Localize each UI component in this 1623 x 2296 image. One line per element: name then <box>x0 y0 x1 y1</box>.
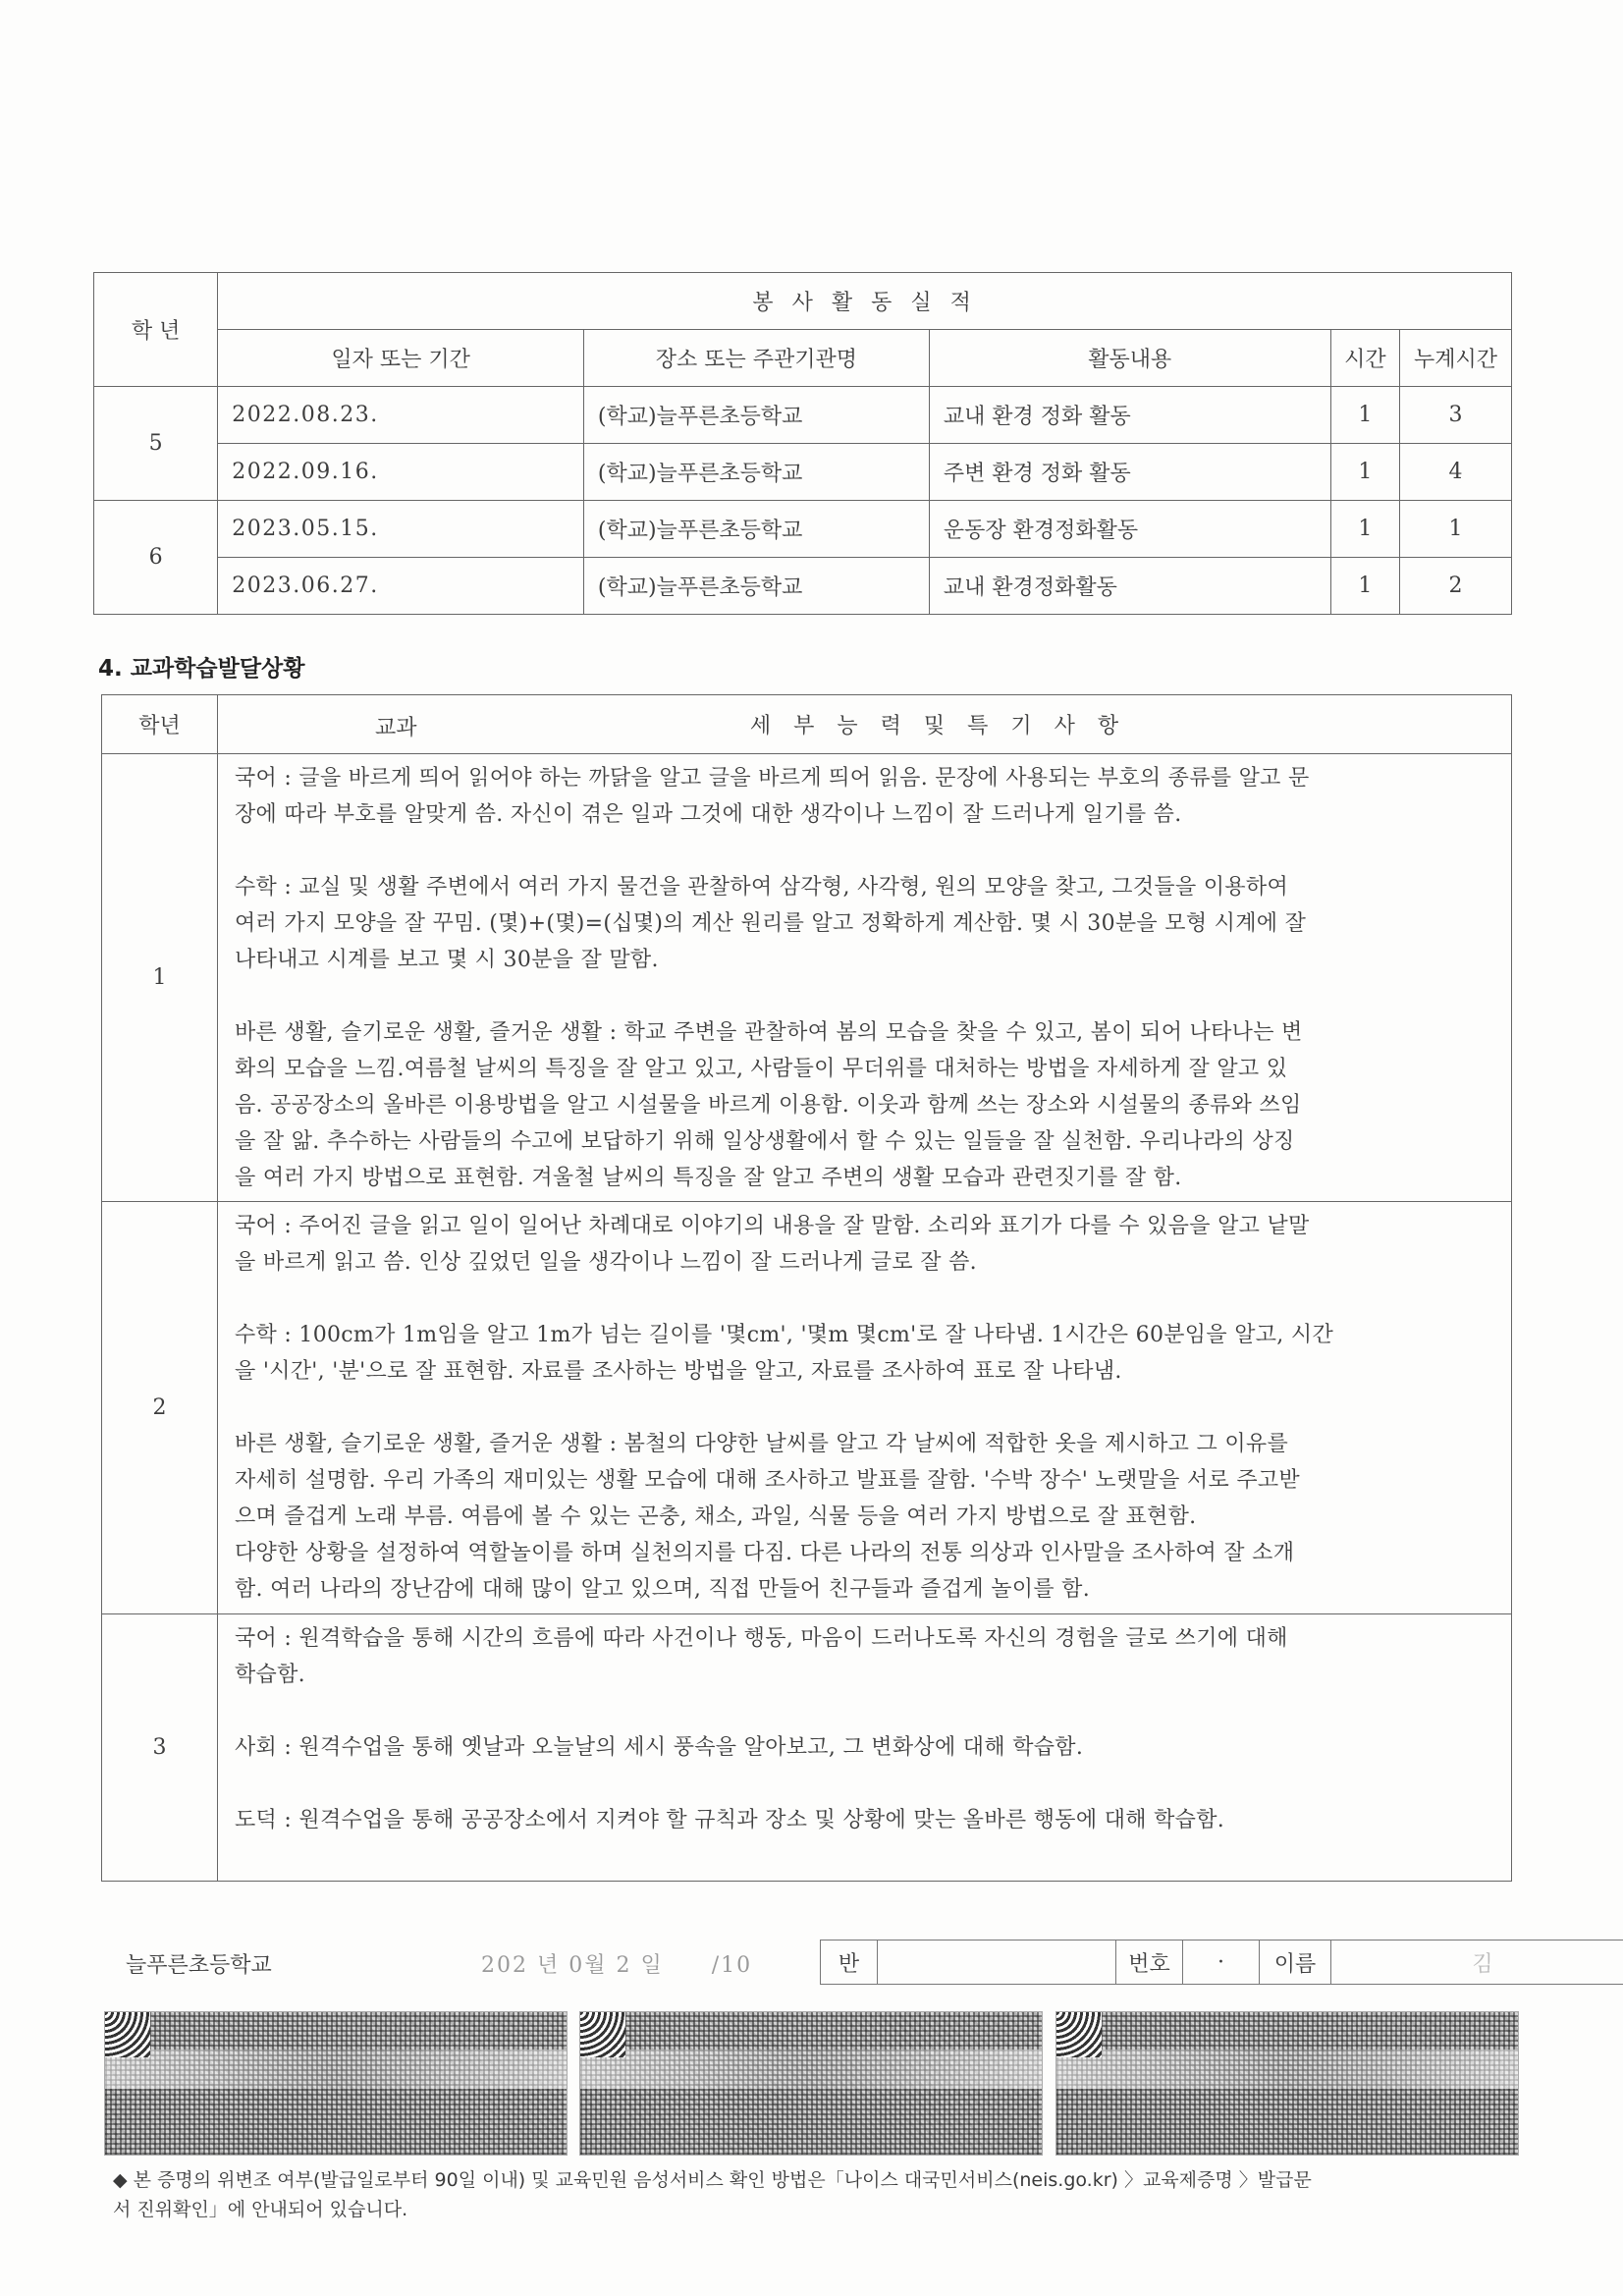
column-header-place: 장소 또는 주관기관명 <box>583 330 929 387</box>
issue-date <box>481 1948 752 1979</box>
total-hours-cell: 4 <box>1400 444 1512 501</box>
detail-line: 여러 가지 모양을 잘 꾸밈. (몇)+(몇)=(십몇)의 계산 원리를 알고 정확하게 계산함. 몇 시 30분을 모형 시계에 잘 <box>235 911 1307 936</box>
detail-line: 으며 즐겁게 노래 부름. 여름에 볼 수 있는 곤충, 채소, 과일, 식물 등을 여러 가지 방법으로 잘 표현함. <box>235 1504 1197 1529</box>
barcode-corner-icon <box>580 2012 625 2057</box>
detail-cell <box>218 754 1512 1202</box>
date-cell: 2023.06.27. <box>218 558 584 615</box>
issue-date-text: 202 년 0월 2 일 <box>481 1953 664 1978</box>
grade-cell: 5 <box>94 387 218 501</box>
school-name: 늘푸른초등학교 <box>126 1953 272 1978</box>
detail-line: 을 '시간', '분'으로 잘 표현함. 자료를 조사하는 방법을 알고, 자료를 조사하여 표로 잘 나타냄. <box>235 1359 1122 1384</box>
student-info-box <box>820 1940 1623 1985</box>
detail-line: 을 잘 앎. 추수하는 사람들의 수고에 보답하기 위해 일상생활에서 할 수 있는 일들을 잘 실천함. 우리나라의 상징 <box>235 1129 1295 1154</box>
detail-line: 학습함. <box>235 1663 305 1687</box>
detail-line: 화의 모습을 느낌.여름철 날씨의 특징을 잘 알고 있고, 사람들이 무더위를 대처하는 방법을 자세하게 잘 알고 있 <box>235 1057 1288 1081</box>
activity-cell: 주변 환경 정화 활동 <box>929 444 1330 501</box>
place-cell: (학교)늘푸른초등학교 <box>583 444 929 501</box>
detail-line: 을 바르게 읽고 씀. 인상 깊었던 일을 생각이나 느낌이 잘 드러나게 글로 잘 씀. <box>235 1250 977 1275</box>
section-heading: 4. 교과학습발달상황 <box>98 656 305 682</box>
service-activity-table <box>93 272 1512 615</box>
barcode-corner-icon <box>1056 2012 1102 2057</box>
column-header-detail-row <box>218 695 1512 754</box>
verification-barcode <box>1055 2011 1519 2156</box>
detail-cell <box>218 1614 1512 1882</box>
grade-cell: 1 <box>102 754 218 1202</box>
table-row <box>102 754 1512 1202</box>
detail-line: 바른 생활, 슬기로운 생활, 즐거운 생활 : 학교 주변을 관찰하여 봄의 모습을 찾을 수 있고, 봄이 되어 나타나는 변 <box>235 1020 1303 1045</box>
column-header-date: 일자 또는 기간 <box>218 330 584 387</box>
hours-cell: 1 <box>1330 444 1399 501</box>
detail-line: 국어 : 원격학습을 통해 시간의 흐름에 따라 사건이나 행동, 마음이 드러나도록 자신의 경험을 글로 쓰기에 대해 <box>235 1626 1288 1651</box>
total-hours-cell: 2 <box>1400 558 1512 615</box>
document-footer <box>118 1932 1522 1987</box>
hours-cell: 1 <box>1330 558 1399 615</box>
notice-line: ◆ 본 증명의 위변조 여부(발급일로부터 90일 이내) 및 교육민원 음성서비스 확인 방법은「나이스 대국민서비스(neis.go.kr) 〉교육제증명 〉발급문 <box>113 2169 1312 2191</box>
place-cell: (학교)늘푸른초등학교 <box>583 558 929 615</box>
grade-cell: 6 <box>94 501 218 615</box>
name-value: 김 <box>1331 1941 1623 1985</box>
column-header-hours: 시간 <box>1330 330 1399 387</box>
detail-line: 자세히 설명함. 우리 가족의 재미있는 생활 모습에 대해 조사하고 발표를 잘함. '수박 장수' 노랫말을 서로 주고받 <box>235 1468 1300 1493</box>
detail-line: 음. 공공장소의 올바른 이용방법을 알고 시설물을 바르게 이용함. 이웃과 함께 쓰는 장소와 시설물의 종류와 쓰임 <box>235 1093 1302 1118</box>
detail-line: 바른 생활, 슬기로운 생활, 즐거운 생활 : 봄철의 다양한 날씨를 알고 각 날씨에 적합한 옷을 제시하고 그 이유를 <box>235 1432 1289 1456</box>
table-row <box>94 444 1512 501</box>
activity-cell: 운동장 환경정화활동 <box>929 501 1330 558</box>
activity-cell: 교내 환경정화활동 <box>929 558 1330 615</box>
grade-cell: 3 <box>102 1614 218 1882</box>
verification-notice <box>113 2165 1517 2224</box>
table-row <box>102 1614 1512 1882</box>
detail-line: 수학 : 교실 및 생활 주변에서 여러 가지 물건을 관찰하여 삼각형, 사각형, 원의 모양을 찾고, 그것들을 이용하여 <box>235 875 1289 900</box>
total-hours-cell: 3 <box>1400 387 1512 444</box>
service-grade-header: 학 년 <box>94 273 218 387</box>
place-cell: (학교)늘푸른초등학교 <box>583 501 929 558</box>
grade-cell: 2 <box>102 1202 218 1614</box>
class-value <box>878 1941 1116 1985</box>
class-label: 반 <box>821 1941 878 1985</box>
subject-development-table <box>101 694 1512 1882</box>
detail-line: 사회 : 원격수업을 통해 옛날과 오늘날의 세시 풍속을 알아보고, 그 변화상에 대해 학습함. <box>235 1735 1084 1760</box>
date-cell: 2023.05.15. <box>218 501 584 558</box>
hours-cell: 1 <box>1330 387 1399 444</box>
detail-line: 국어 : 주어진 글을 읽고 일이 일어난 차례대로 이야기의 내용을 잘 말함. 소리와 표기가 다를 수 있음을 알고 낱말 <box>235 1214 1310 1238</box>
verification-barcode <box>579 2011 1043 2156</box>
detail-line: 다양한 상황을 설정하여 역할놀이를 하며 실천의지를 다짐. 다른 나라의 전통 의상과 인사말을 조사하여 잘 소개 <box>235 1541 1295 1565</box>
date-cell: 2022.09.16. <box>218 444 584 501</box>
table-row <box>94 558 1512 615</box>
verification-barcode <box>104 2011 568 2156</box>
detail-line: 국어 : 글을 바르게 띄어 읽어야 하는 까닭을 알고 글을 바르게 띄어 읽음. 문장에 사용되는 부호의 종류를 알고 문 <box>235 766 1310 791</box>
total-hours-cell: 1 <box>1400 501 1512 558</box>
detail-line: 장에 따라 부호를 알맞게 씀. 자신이 겪은 일과 그것에 대한 생각이나 느낌이 잘 드러나게 일기를 씀. <box>235 802 1182 827</box>
detail-line: 함. 여러 나라의 장난감에 대해 많이 알고 있으며, 직접 만들어 친구들과 즐겁게 놀이를 함. <box>235 1577 1091 1602</box>
column-header-grade: 학년 <box>102 695 218 754</box>
table-row <box>94 501 1512 558</box>
name-label: 이름 <box>1260 1941 1331 1985</box>
service-table-title: 봉 사 활 동 실 적 <box>218 273 1512 330</box>
detail-line: 을 여러 가지 방법으로 표현함. 겨울철 날씨의 특징을 잘 알고 주변의 생활 모습과 관련짓기를 잘 함. <box>235 1166 1182 1190</box>
table-row <box>94 387 1512 444</box>
place-cell: (학교)늘푸른초등학교 <box>583 387 929 444</box>
detail-cell <box>218 1202 1512 1614</box>
column-header-activity: 활동내용 <box>929 330 1330 387</box>
detail-line: 수학 : 100cm가 1m임을 알고 1m가 넘는 길이를 '몇cm', '몇m 몇cm'로 잘 나타냄. 1시간은 60분임을 알고, 시간 <box>235 1323 1333 1347</box>
table-row <box>102 1202 1512 1614</box>
column-header-total-hours: 누계시간 <box>1400 330 1512 387</box>
activity-cell: 교내 환경 정화 활동 <box>929 387 1330 444</box>
barcode-corner-icon <box>105 2012 150 2057</box>
column-header-subject: 교과 <box>375 716 417 740</box>
number-label: 번호 <box>1116 1941 1183 1985</box>
column-header-detail: 세 부 능 력 및 특 기 사 항 <box>749 714 1127 738</box>
notice-line: 서 진위확인」에 안내되어 있습니다. <box>113 2199 408 2220</box>
detail-line: 나타내고 시계를 보고 몇 시 30분을 잘 말함. <box>235 948 659 972</box>
detail-line: 도덕 : 원격수업을 통해 공공장소에서 지켜야 할 규칙과 장소 및 상황에 맞는 올바른 행동에 대해 학습함. <box>235 1808 1225 1832</box>
date-cell: 2022.08.23. <box>218 387 584 444</box>
page-number: /10 <box>711 1953 753 1978</box>
number-value: · <box>1183 1941 1260 1985</box>
hours-cell: 1 <box>1330 501 1399 558</box>
